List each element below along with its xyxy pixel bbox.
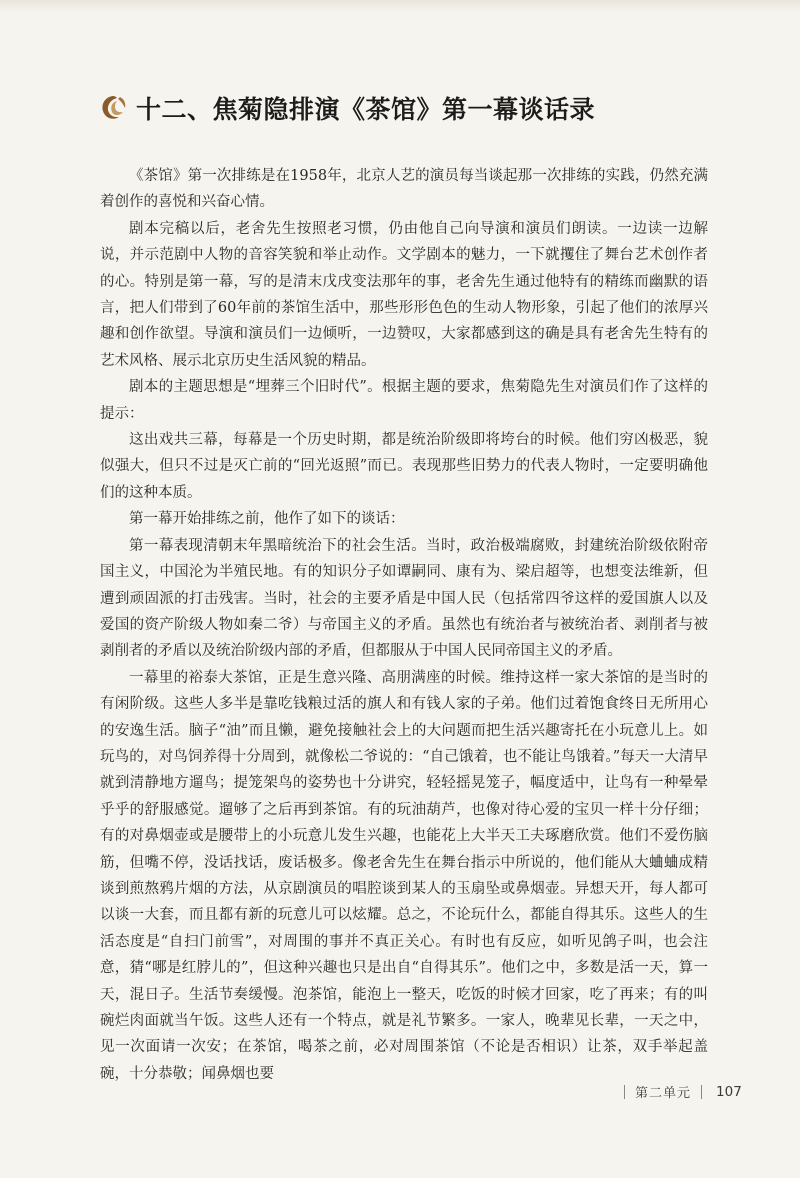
section-heading <box>98 88 595 128</box>
article-body <box>100 163 708 1087</box>
page-number: 107 <box>716 1083 742 1100</box>
paragraph: 第一幕开始排练之前，他作了如下的谈话： <box>129 511 405 528</box>
footer-divider <box>701 1085 702 1099</box>
paragraph: 这出戏共三幕，每幕是一个历史时期，都是统治阶级即将垮台的时候。他们穷凶极恶，貌似强大，但只不过是灭亡前的“回光返照”而已。表现那些旧势力的代表人物时，一定要明确他们的这种本质。 <box>100 432 708 501</box>
swirl-leaf-icon <box>98 93 128 123</box>
footer-divider <box>624 1085 625 1099</box>
paragraph: 剧本的主题思想是“埋葬三个旧时代”。根据主题的要求，焦菊隐先生对演员们作了这样的提示： <box>100 379 708 422</box>
page-footer <box>624 1082 742 1101</box>
page-title: 十二、焦菊隐排演《茶馆》第一幕谈话录 <box>136 95 596 124</box>
paragraph: 一幕里的裕泰大茶馆，正是生意兴隆、高朋满座的时候。维持这样一家大茶馆的是当时的有闲阶级。这些人多半是靠吃钱粮过活的旗人和有钱人家的子弟。他们过着饱食终日无所用心的安逸生活。脑子“油”而且懒，避免接触社会上的大问题而把生活兴趣寄托在小玩意儿上。如玩鸟的，对鸟饲养得十分周到，就像松二爷说的：“自己饿着，也不能让鸟饿着。”每天一大清早就到清静地方遛鸟；提笼架鸟的姿势也十分讲究，轻轻摇晃笼子，幅度适中，让鸟有一种晕晕乎乎的舒服感觉。遛够了之后再到茶馆。有的玩油葫芦，也像对待心爱的宝贝一样十分仔细；有的对鼻烟壶或是腰带上的小玩意儿发生兴趣，也能花上大半天工夫琢磨欣赏。他们不爱伤脑筋，但嘴不停，没话找话，废话极多。像老舍先生在舞台指示中所说的，他们能从大蛐蛐成精谈到煎熬鸦片烟的方法，从京剧演员的唱腔谈到某人的玉扇坠或鼻烟壶。异想天开，每人都可以谈一大套，而且都有新的玩意儿可以炫耀。总之，不论玩什么，都能自得其乐。这些人的生活态度是“自扫门前雪”，对周围的事并不真正关心。有时也有反应，如听见鸽子叫，也会注意，猜“哪是红脖儿的”，但这种兴趣也只是出自“自得其乐”。他们之中，多数是活一天，算一天，混日子。生活节奏缓慢。泡茶馆，能泡上一整天，吃饭的时候才回家，吃了再来；有的叫碗烂肉面就当午饭。这些人还有一个特点，就是礼节繁多。一家人，晚辈见长辈，一天之中，见一次面请一次安；在茶馆，喝茶之前，必对周围茶馆（不论是否相识）让茶，双手举起盖碗，十分恭敬；闻鼻烟也要 <box>100 669 708 1082</box>
unit-label: 第二单元 <box>635 1086 692 1101</box>
paragraph: 第一幕表现清朝末年黑暗统治下的社会生活。当时，政治极端腐败，封建统治阶级依附帝国主义，中国沦为半殖民地。有的知识分子如谭嗣同、康有为、梁启超等，也想变法维新，但遭到顽固派的打击残害。当时，社会的主要矛盾是中国人民（包括常四爷这样的爱国旗人以及爱国的资产阶级人物如秦二爷）与帝国主义的矛盾。虽然也有统治者与被统治者、剥削者与被剥削者的矛盾以及统治阶级内部的矛盾，但都服从于中国人民同帝国主义的矛盾。 <box>100 537 708 660</box>
paragraph: 《茶馆》第一次排练是在1958年，北京人艺的演员每当谈起那一次排练的实践，仍然充满着创作的喜悦和兴奋心情。 <box>100 168 708 211</box>
page-top-shadow <box>0 0 800 12</box>
paragraph: 剧本完稿以后，老舍先生按照老习惯，仍由他自己向导演和演员们朗读。一边读一边解说，并示范剧中人物的音容笑貌和举止动作。文学剧本的魅力，一下就攫住了舞台艺术创作者的心。特别是第一幕，写的是清末戊戌变法那年的事，老舍先生通过他特有的精练而幽默的语言，把人们带到了60年前的茶馆生活中，那些形形色色的生动人物形象，引起了他们的浓厚兴趣和创作欲望。导演和演员们一边倾听，一边赞叹，大家都感到这的确是具有老舍先生特有的艺术风格、展示北京历史生活风貌的精品。 <box>100 220 708 369</box>
